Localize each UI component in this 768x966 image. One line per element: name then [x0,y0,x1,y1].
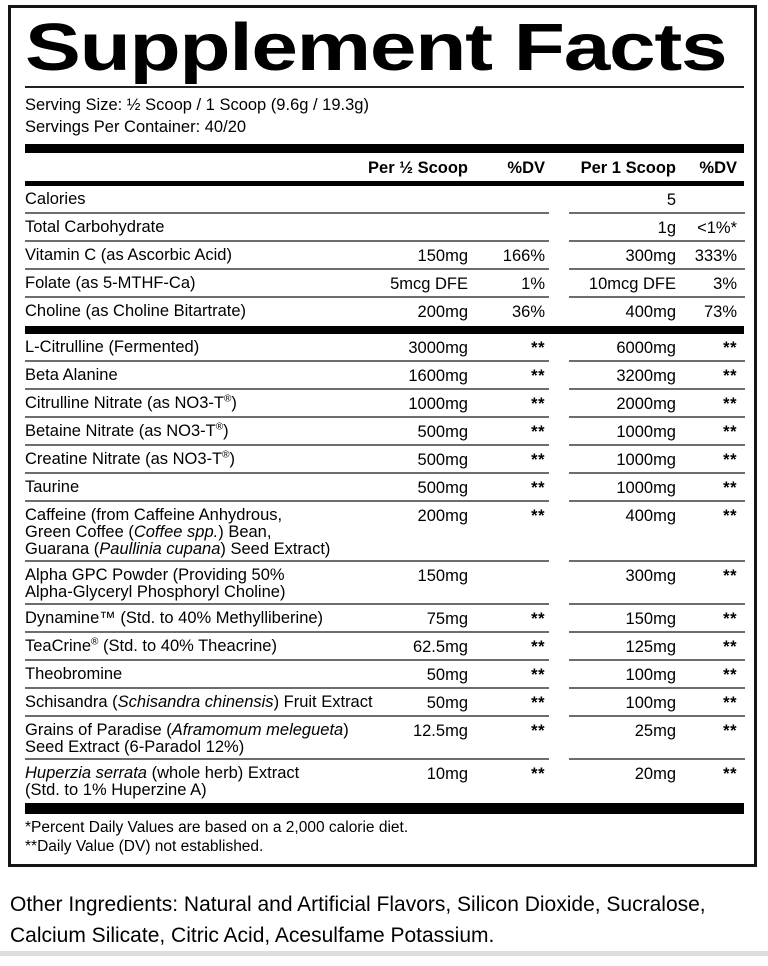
serving-size-text: Serving Size: ½ Scoop / 1 Scoop (9.6g / 19.3g) [25,96,369,114]
amount-per-half-scoop: 1000mg [408,395,468,413]
ingredient-name: Theobromine [25,665,123,683]
section-bar-middle [25,326,744,334]
ingredient-row [25,446,744,474]
amount-per-1-scoop: 100mg [625,666,676,684]
dv-per-1-scoop: ** [723,722,737,740]
dv-per-half-scoop: ** [531,451,545,469]
ingredient-row [25,334,744,362]
amount-per-half-scoop: 200mg [417,507,468,525]
amount-per-1-scoop: 125mg [625,638,676,656]
amount-per-half-scoop: 10mg [426,765,468,783]
amount-per-half-scoop: 12.5mg [412,722,468,740]
ingredient-row [25,502,744,562]
ingredient-name: Taurine [25,478,80,496]
dv-per-1-scoop: ** [723,395,737,413]
dv-per-half-scoop: ** [531,395,545,413]
ingredient-row [25,562,744,605]
dv-per-1-scoop: <1%* [697,219,737,237]
amount-per-1-scoop: 20mg [634,765,676,783]
dv-per-half-scoop: ** [531,339,545,357]
dv-per-half-scoop: ** [531,638,545,656]
ingredient-name: Choline (as Choline Bitartrate) [25,302,247,320]
dv-per-half-scoop: ** [531,507,545,525]
active-ingredient-rows-section [25,334,744,803]
dv-per-1-scoop: 333% [694,247,737,265]
amount-per-1-scoop: 2000mg [616,395,676,413]
ingredient-row [25,633,744,661]
ingredient-row [25,661,744,689]
amount-per-half-scoop: 50mg [426,666,468,684]
amount-per-1-scoop: 1000mg [616,451,676,469]
dv-per-half-scoop: ** [531,765,545,783]
ingredient-name: Grains of Paradise (Aframomum melegueta) Seed Extract (6-Paradol 12%) [25,721,349,756]
ingredient-row [25,760,744,803]
dv-per-half-scoop: 36% [511,303,545,321]
ingredient-row [25,390,744,418]
ingredient-row [25,605,744,633]
column-header-dv-2: %DV [699,159,737,177]
dv-per-1-scoop: ** [723,610,737,628]
ingredient-name: Creatine Nitrate (as NO3-T®) [25,449,236,468]
amount-per-half-scoop: 1600mg [408,367,468,385]
dv-per-half-scoop: ** [531,722,545,740]
panel-title: Supplement Facts [25,10,727,85]
serving-info [25,94,744,138]
ingredient-name: Total Carbohydrate [25,218,165,236]
amount-per-half-scoop: 500mg [417,423,468,441]
amount-per-half-scoop: 200mg [417,303,468,321]
amount-per-1-scoop: 3200mg [616,367,676,385]
dv-per-1-scoop: ** [723,479,737,497]
dv-per-1-scoop: ** [723,638,737,656]
amount-per-1-scoop: 300mg [625,567,676,585]
amount-per-half-scoop: 500mg [417,479,468,497]
ingredient-row [25,362,744,390]
ingredient-row [25,214,744,242]
ingredient-row [25,242,744,270]
amount-per-1-scoop: 400mg [625,507,676,525]
ingredient-name: Dynamine™ (Std. to 40% Methylliberine) [25,609,324,627]
dv-per-half-scoop: ** [531,479,545,497]
section-bar-bottom [25,803,744,814]
ingredient-name: Vitamin C (as Ascorbic Acid) [25,246,232,264]
ingredient-row [25,418,744,446]
ingredient-name: Caffeine (from Caffeine Anhydrous, Green Coffee (Coffee spp.) Bean, Guarana (Paullinia cupana) Seed Extract) [25,506,331,558]
amount-per-1-scoop: 400mg [625,303,676,321]
amount-per-1-scoop: 300mg [625,247,676,265]
amount-per-1-scoop: 5 [666,191,676,209]
dv-per-1-scoop: ** [723,666,737,684]
amount-per-half-scoop: 150mg [417,567,468,585]
amount-per-half-scoop: 150mg [417,247,468,265]
amount-per-1-scoop: 25mg [634,722,676,740]
dv-per-1-scoop: ** [723,423,737,441]
dv-per-1-scoop: ** [723,694,737,712]
amount-per-1-scoop: 1g [657,219,676,237]
amount-per-1-scoop: 150mg [625,610,676,628]
column-header-dv-1: %DV [507,159,545,177]
amount-per-1-scoop: 1000mg [616,479,676,497]
dv-per-half-scoop: ** [531,610,545,628]
other-ingredients-text: Other Ingredients: Natural and Artificial Flavors, Silicon Dioxide, Sucralose, Calcium Silicate, Citric Acid, Acesulfame Potassium. [10,893,706,947]
dv-per-half-scoop: ** [531,666,545,684]
dv-per-1-scoop: ** [723,339,737,357]
amount-per-half-scoop: 3000mg [408,339,468,357]
ingredient-row [25,270,744,298]
amount-per-half-scoop: 500mg [417,451,468,469]
ingredient-name: L-Citrulline (Fermented) [25,338,200,356]
dv-per-half-scoop: ** [531,423,545,441]
supplement-facts-panel [8,5,757,867]
ingredient-row [25,186,744,214]
dv-per-1-scoop: ** [723,451,737,469]
dv-per-half-scoop: ** [531,694,545,712]
ingredient-name: TeaCrine® (Std. to 40% Theacrine) [25,636,277,655]
ingredient-name: Schisandra (Schisandra chinensis) Fruit Extract [25,693,373,711]
footnotes [25,814,744,864]
ingredient-name: Alpha GPC Powder (Providing 50% Alpha-Glyceryl Phosphoryl Choline) [25,566,286,601]
ingredient-row [25,474,744,502]
ingredient-name: Citrulline Nitrate (as NO3-T®) [25,393,237,412]
ingredient-row [25,717,744,760]
dv-per-1-scoop: ** [723,507,737,525]
dv-per-half-scoop: 166% [502,247,545,265]
amount-per-1-scoop: 1000mg [616,423,676,441]
amount-per-half-scoop: 62.5mg [412,638,468,656]
column-header-per-1-scoop: Per 1 Scoop [580,159,676,177]
dv-per-1-scoop: 73% [703,303,737,321]
ingredient-name: Calories [25,190,86,208]
amount-per-half-scoop: 50mg [426,694,468,712]
section-bar-top [25,144,744,153]
amount-per-1-scoop: 100mg [625,694,676,712]
amount-per-1-scoop: 10mcg DFE [588,275,676,293]
ingredient-name: Huperzia serrata (whole herb) Extract (Std. to 1% Huperzine A) [25,764,300,799]
servings-per-container-text: Servings Per Container: 40/20 [25,118,247,136]
dv-per-1-scoop: ** [723,567,737,585]
footnote-dv-not-established: **Daily Value (DV) not established. [25,838,264,855]
dv-per-half-scoop: ** [531,367,545,385]
ingredient-name: Beta Alanine [25,366,118,384]
amount-per-1-scoop: 6000mg [616,339,676,357]
column-header-row [25,153,744,181]
nutrient-rows-section [25,186,744,326]
dv-per-1-scoop: ** [723,367,737,385]
dv-per-1-scoop: 3% [713,275,737,293]
amount-per-half-scoop: 75mg [426,610,468,628]
column-header-per-half-scoop: Per ½ Scoop [368,159,468,177]
ingredient-name: Folate (as 5-MTHF-Ca) [25,274,196,292]
footnote-percent-daily-value: *Percent Daily Values are based on a 2,000 calorie diet. [25,819,409,836]
title-divider [25,86,744,88]
dv-per-1-scoop: ** [723,765,737,783]
ingredient-row [25,298,744,326]
bottom-divider [0,951,768,956]
amount-per-half-scoop: 5mcg DFE [390,275,468,293]
ingredient-name: Betaine Nitrate (as NO3-T®) [25,421,229,440]
ingredient-row [25,689,744,717]
dv-per-half-scoop: 1% [521,275,545,293]
